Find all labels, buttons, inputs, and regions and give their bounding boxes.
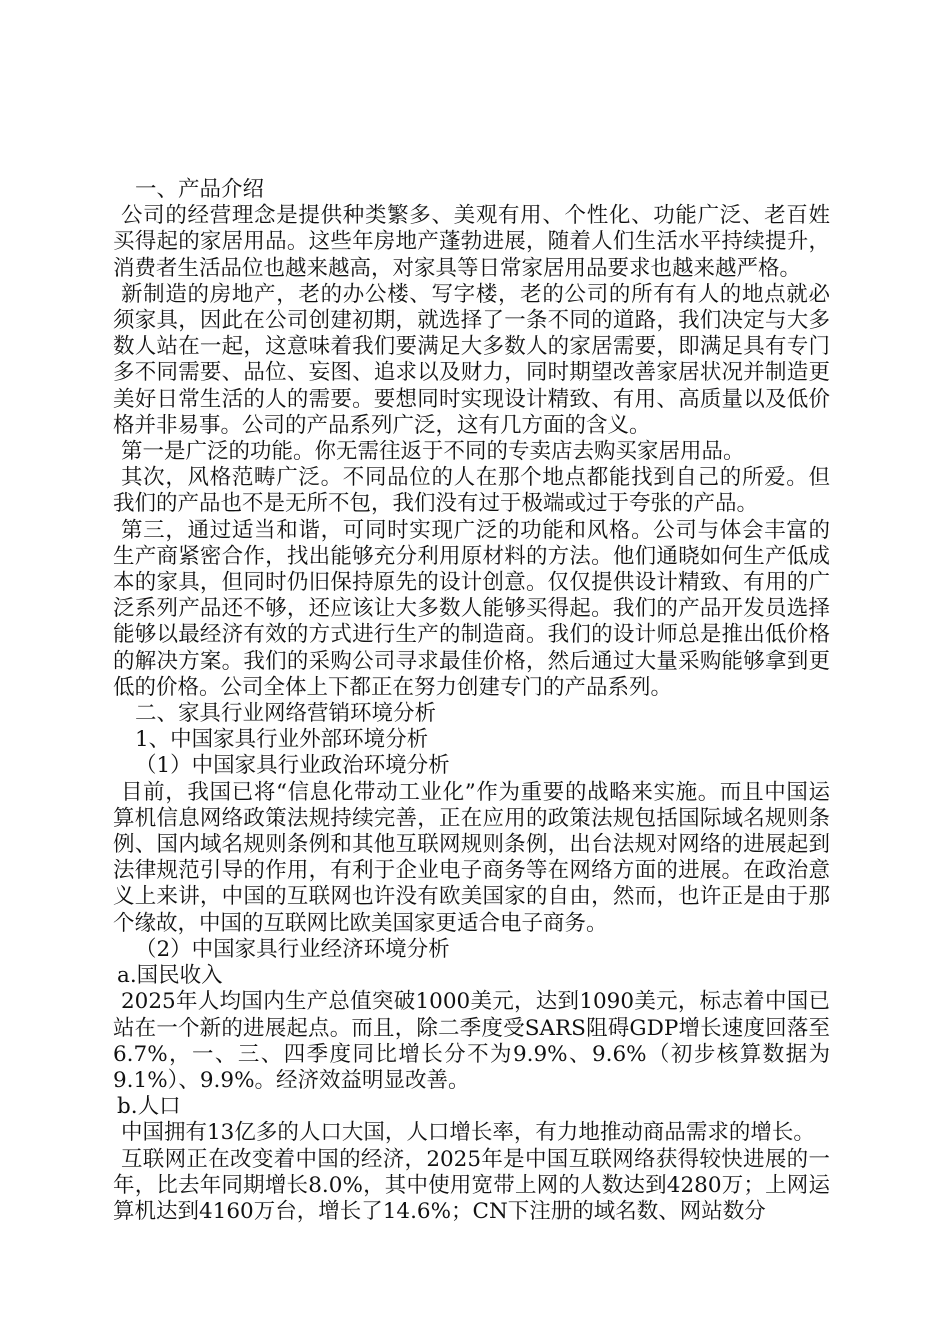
paragraph-third-harmony: 第三，通过适当和谐，可同时实现广泛的功能和风格。公司与体会丰富的生产商紧密合作，找出能够充分利用原材料的方法。他们通晓如何生产低成本的家具，但同时仍旧保持原先的设计创意。仅仅提供设计精致、有用的广泛系列产品还不够，还应该让大多数人能够买得起。我们的产品开发员选择能够以最经济有效的方式进行生产的制造商。我们的设计师总是推出低价格的解决方案。我们的采购公司寻求最佳价格，然后通过大量采购能够拿到更低的价格。公司全体上下都正在努力创建专门的产品系列。 (113, 517, 830, 700)
paragraph-political-environment: 目前，我国已将“信息化带动工业化”作为重要的战略来实施。而且中国运算机信息网络政策法规持续完善，正在应用的政策法规包括国际域名规则条例、国内域名规则条例和其他互联网规则条例，出台法规对网络的进展起到法律规范引导的作用，有利于企业电子商务等在网络方面的进展。在政治意义上来讲，中国的互联网也许没有欧美国家的自由，然而，也许正是由于那个缘故，中国的互联网比欧美国家更适合电子商务。 (113, 779, 830, 936)
section-heading-product-intro: 一、产品介绍 (135, 177, 265, 202)
document-body (113, 177, 830, 1225)
paragraph-business-philosophy: 公司的经营理念是提供种类繁多、美观有用、个性化、功能广泛、老百姓买得起的家居用品。这些年房地产蓬勃进展，随着人们生活水平持续提升，消费者生活品位也越来越高，对家具等日常家居用品要求也越来越严格。 (113, 203, 830, 281)
subsection-heading-external-environment: 1、中国家具行业外部环境分析 (135, 727, 429, 753)
paragraph-second-style: 其次，风格范畴广泛。不同品位的人在那个地点都能找到自己的所爱。但我们的产品也不是无所不包，我们没有过于极端或过于夸张的产品。 (113, 465, 830, 517)
subsection-heading-economic-environment: （2）中国家具行业经济环境分析 (135, 936, 450, 962)
paragraph-internet-economy: 互联网正在改变着中国的经济，2025年是中国互联网络获得较快进展的一年，比去年同期增长8.0%，其中使用宽带上网的人数达到4280万；上网运算机达到4160万台，增长了14.6%；CN下注册的域名数、网站数分 (113, 1146, 830, 1224)
paragraph-first-function: 第一是广泛的功能。你无需往返于不同的专卖店去购买家居用品。 (121, 439, 745, 465)
paragraph-national-income: 2025年人均国内生产总值突破1000美元，达到1090美元，标志着中国已站在一个新的进展起点。而且，除二季度受SARS阻碍GDP增长速度回落至6.7%，一、三、四季度同比增长分不为9.9%、9.6%（初步核算数据为9.1%）、9.9%。经济效益明显改善。 (113, 989, 830, 1093)
subsection-heading-political-environment: （1）中国家具行业政治环境分析 (135, 753, 450, 779)
paragraph-population: 中国拥有13亿多的人口大国，人口增长率，有力地推动商品需求的增长。 (121, 1120, 815, 1146)
item-heading-population: b.人口 (117, 1094, 181, 1120)
item-heading-national-income: a.国民收入 (117, 963, 223, 989)
paragraph-company-path: 新制造的房地产，老的办公楼、写字楼，老的公司的所有有人的地点就必须家具，因此在公司创建初期，就选择了一条不同的道路，我们决定与大多数人站在一起，这意味着我们要满足大多数人的家居需要，即满足具有专门多不同需要、品位、妄图、追求以及财力，同时期望改善家居状况并制造更美好日常生活的人的需要。要想同时实现设计精致、有用、高质量以及低价格并非易事。公司的产品系列广泛，这有几方面的含义。 (113, 281, 830, 438)
section-heading-environment-analysis: 二、家具行业网络营销环境分析 (135, 701, 437, 727)
